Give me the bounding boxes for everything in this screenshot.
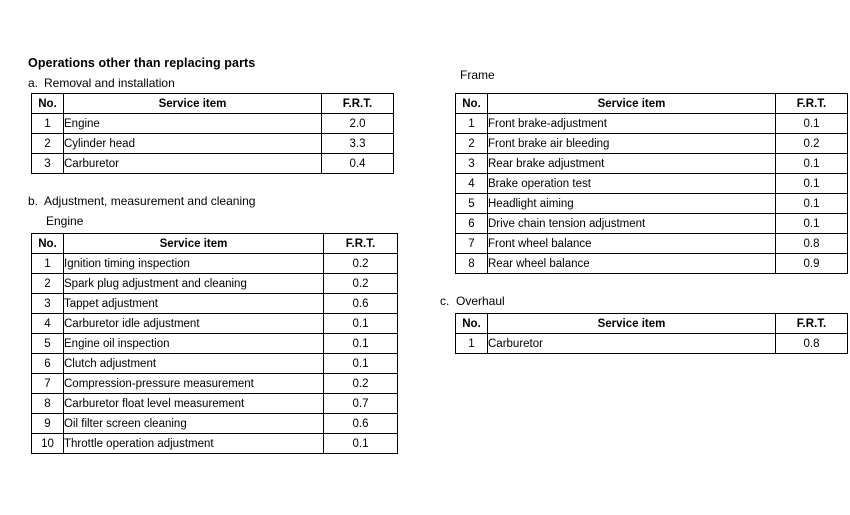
cell-no: 8 — [32, 394, 64, 414]
table-row — [32, 434, 398, 454]
cell-no: 4 — [32, 314, 64, 334]
page-title: Operations other than replacing parts — [28, 56, 256, 70]
column-header-no: No. — [456, 94, 488, 114]
table-adjustment-frame — [455, 93, 848, 274]
cell-service-item: Rear wheel balance — [488, 254, 776, 274]
table-row — [456, 174, 848, 194]
cell-frt: 0.6 — [324, 414, 398, 434]
table-row — [32, 414, 398, 434]
cell-service-item: Carburetor — [488, 334, 776, 354]
column-header-service-item: Service item — [488, 314, 776, 334]
cell-frt: 0.8 — [776, 234, 848, 254]
table-row — [32, 294, 398, 314]
column-header-frt: F.R.T. — [322, 94, 394, 114]
table-row — [456, 214, 848, 234]
cell-frt: 0.2 — [324, 274, 398, 294]
cell-no: 5 — [32, 334, 64, 354]
cell-service-item: Headlight aiming — [488, 194, 776, 214]
cell-frt: 0.4 — [322, 154, 394, 174]
table-row — [32, 254, 398, 274]
table-row — [32, 114, 394, 134]
cell-no: 2 — [32, 134, 64, 154]
cell-service-item: Cylinder head — [64, 134, 322, 154]
column-header-no: No. — [456, 314, 488, 334]
cell-no: 1 — [456, 334, 488, 354]
section-c-heading — [440, 294, 505, 308]
cell-service-item: Carburetor — [64, 154, 322, 174]
cell-frt: 0.1 — [776, 154, 848, 174]
column-header-no: No. — [32, 234, 64, 254]
cell-no: 6 — [32, 354, 64, 374]
subsection-engine-label: Engine — [46, 214, 84, 228]
table-removal-installation — [31, 93, 394, 174]
cell-frt: 0.1 — [324, 334, 398, 354]
cell-service-item: Carburetor idle adjustment — [64, 314, 324, 334]
column-header-service-item: Service item — [64, 94, 322, 114]
column-header-frt: F.R.T. — [776, 314, 848, 334]
cell-no: 9 — [32, 414, 64, 434]
table-header-row — [32, 234, 398, 254]
subsection-frame-label: Frame — [460, 68, 495, 82]
column-header-service-item: Service item — [64, 234, 324, 254]
cell-service-item: Throttle operation adjustment — [64, 434, 324, 454]
table-row — [456, 334, 848, 354]
cell-frt: 0.8 — [776, 334, 848, 354]
table-header-row — [456, 314, 848, 334]
cell-no: 7 — [32, 374, 64, 394]
cell-frt: 0.1 — [776, 114, 848, 134]
cell-frt: 0.1 — [776, 174, 848, 194]
table-row — [32, 334, 398, 354]
table-row — [32, 354, 398, 374]
cell-frt: 2.0 — [322, 114, 394, 134]
table-header-row — [32, 94, 394, 114]
table-header-row — [456, 94, 848, 114]
section-b-label: Adjustment, measurement and cleaning — [44, 194, 256, 208]
table-overhaul — [455, 313, 848, 354]
table-row — [456, 134, 848, 154]
cell-no: 5 — [456, 194, 488, 214]
cell-no: 3 — [456, 154, 488, 174]
cell-frt: 0.1 — [324, 434, 398, 454]
cell-frt: 0.1 — [324, 314, 398, 334]
section-b-letter: b. — [28, 194, 39, 208]
cell-service-item: Brake operation test — [488, 174, 776, 194]
table-row — [32, 314, 398, 334]
cell-service-item: Front brake-adjustment — [488, 114, 776, 134]
cell-no: 3 — [32, 154, 64, 174]
section-a-letter: a. — [28, 76, 39, 90]
table-row — [456, 154, 848, 174]
cell-frt: 0.2 — [324, 254, 398, 274]
cell-frt: 0.2 — [776, 134, 848, 154]
cell-frt: 3.3 — [322, 134, 394, 154]
cell-no: 8 — [456, 254, 488, 274]
cell-service-item: Oil filter screen cleaning — [64, 414, 324, 434]
column-header-frt: F.R.T. — [776, 94, 848, 114]
cell-service-item: Clutch adjustment — [64, 354, 324, 374]
cell-no: 1 — [456, 114, 488, 134]
section-c-label: Overhaul — [456, 294, 505, 308]
cell-frt: 0.1 — [776, 214, 848, 234]
cell-frt: 0.1 — [324, 354, 398, 374]
cell-service-item: Spark plug adjustment and cleaning — [64, 274, 324, 294]
table-row — [456, 254, 848, 274]
cell-service-item: Engine — [64, 114, 322, 134]
cell-no: 2 — [456, 134, 488, 154]
cell-no: 2 — [32, 274, 64, 294]
cell-frt: 0.9 — [776, 254, 848, 274]
cell-no: 1 — [32, 254, 64, 274]
column-header-frt: F.R.T. — [324, 234, 398, 254]
table-row — [32, 134, 394, 154]
table-row — [456, 194, 848, 214]
table-row — [456, 114, 848, 134]
cell-service-item: Rear brake adjustment — [488, 154, 776, 174]
cell-service-item: Ignition timing inspection — [64, 254, 324, 274]
cell-no: 10 — [32, 434, 64, 454]
cell-service-item: Tappet adjustment — [64, 294, 324, 314]
table-row — [32, 274, 398, 294]
cell-service-item: Carburetor float level measurement — [64, 394, 324, 414]
table-row — [32, 154, 394, 174]
table-row — [456, 234, 848, 254]
cell-service-item: Front brake air bleeding — [488, 134, 776, 154]
cell-no: 1 — [32, 114, 64, 134]
cell-frt: 0.2 — [324, 374, 398, 394]
section-c-letter: c. — [440, 294, 450, 308]
column-header-no: No. — [32, 94, 64, 114]
cell-no: 7 — [456, 234, 488, 254]
cell-service-item: Engine oil inspection — [64, 334, 324, 354]
cell-no: 6 — [456, 214, 488, 234]
cell-no: 4 — [456, 174, 488, 194]
table-adjustment-engine — [31, 233, 398, 454]
table-row — [32, 374, 398, 394]
cell-service-item: Drive chain tension adjustment — [488, 214, 776, 234]
column-header-service-item: Service item — [488, 94, 776, 114]
cell-frt: 0.6 — [324, 294, 398, 314]
section-b-heading — [28, 194, 255, 208]
table-row — [32, 394, 398, 414]
section-a-label: Removal and installation — [44, 76, 175, 90]
cell-no: 3 — [32, 294, 64, 314]
section-a-heading — [28, 76, 175, 90]
cell-frt: 0.1 — [776, 194, 848, 214]
cell-service-item: Front wheel balance — [488, 234, 776, 254]
cell-service-item: Compression-pressure measurement — [64, 374, 324, 394]
cell-frt: 0.7 — [324, 394, 398, 414]
